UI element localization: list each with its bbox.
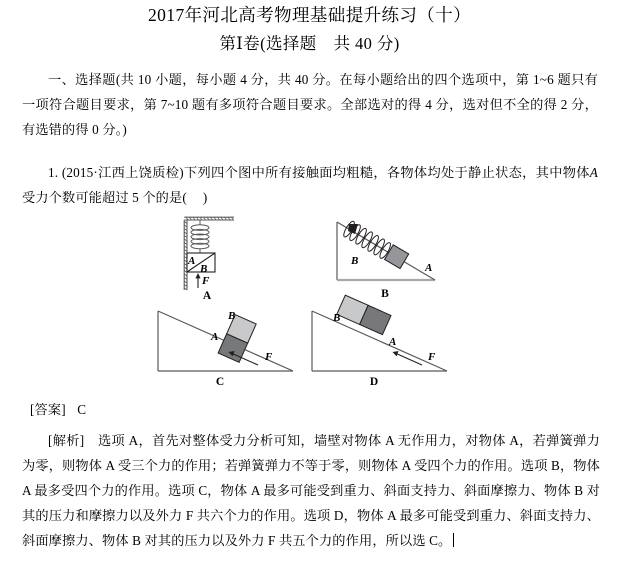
figure-a-label-a: A xyxy=(188,255,196,267)
question-body: 下列四个图中所有接触面均粗糙，各物体均处于静止状态，其中物体 xyxy=(183,165,590,180)
figure-d-label-f: F xyxy=(428,351,436,363)
figure-group xyxy=(0,205,619,400)
figure-b-drawing xyxy=(325,210,485,300)
section-instructions: 一、选择题(共 10 小题，每小题 4 分，共 40 分。在每小题给出的四个选项中，第 1~6 题只有一项符合题目要求，第 7~10 题有多项符合题目要求。全部选对的得 4 分，选对但不全的得 2 分，有选错的得 0 分。) xyxy=(22,72,598,137)
page-subtitle: 第Ⅰ卷(选择题 共 40 分) xyxy=(219,34,400,53)
block-a xyxy=(385,245,409,269)
figure-d-drawing xyxy=(302,303,482,395)
question-bracket-close: ) xyxy=(202,190,208,205)
figure-b-caption: B xyxy=(381,288,389,300)
figure-b-label-b: B xyxy=(351,255,359,267)
spring-icon xyxy=(191,220,209,253)
question-object-symbol: A xyxy=(589,165,598,180)
figure-c-caption: C xyxy=(215,376,225,388)
figure-c-label-f: F xyxy=(265,351,273,363)
figure-a-caption: A xyxy=(202,290,212,302)
figure-b-label-a: A xyxy=(425,262,433,274)
figure-d-caption: D xyxy=(369,376,379,388)
figure-a-drawing xyxy=(170,210,280,300)
analysis-label: [解析] xyxy=(48,433,85,448)
figure-b xyxy=(325,210,485,300)
wall-hatching-ceiling xyxy=(184,217,234,220)
figure-a-label-b: B xyxy=(200,263,208,275)
question-text xyxy=(22,160,598,210)
analysis-text: 选项 A，首先对整体受力分析可知，墙壁对物体 A 无作用力，对物体 A，若弹簧弹力为零，则物体 A 受三个力的作用；若弹簧弹力不等于零，则物体 A 受四个力的作用。选项 B，物体 A 最多受四个力的作用。选项 C，物体 A 最多可能受到重力、斜面支持力、斜面摩擦力、物体 B 对其的压力和摩擦力以及外力 F 共六个力的作用。选项 D，物体 A 最多可能受到重力、斜面支持力、斜面摩擦力、物体 B 对其的压力以及外力 F 共五个力的作用，所以选 C。 xyxy=(22,433,601,548)
figure-c-label-b: B xyxy=(228,310,236,322)
figure-c-label-a: A xyxy=(211,331,219,343)
force-arrow-f xyxy=(195,273,200,288)
figure-c xyxy=(148,303,318,395)
question-number: 1. xyxy=(48,165,59,180)
answer-value: C xyxy=(77,402,87,417)
adjacent-blocks-ba xyxy=(337,295,391,334)
question-body-tail: 受力个数可能超过 5 个的是( xyxy=(22,190,187,205)
page-title: 2017年河北高考物理基础提升练习（十） xyxy=(148,5,471,25)
analysis-block xyxy=(22,428,600,553)
question-source: (2015·江西上饶质检) xyxy=(61,165,184,180)
figure-d-label-b: B xyxy=(333,312,341,324)
figure-d-label-a: A xyxy=(389,336,397,348)
answer-row xyxy=(30,399,590,421)
figure-a-label-f: F xyxy=(202,275,210,287)
text-cursor xyxy=(453,533,454,547)
figure-d xyxy=(302,303,482,395)
figure-a xyxy=(170,210,280,300)
answer-label: [答案] xyxy=(30,402,66,417)
